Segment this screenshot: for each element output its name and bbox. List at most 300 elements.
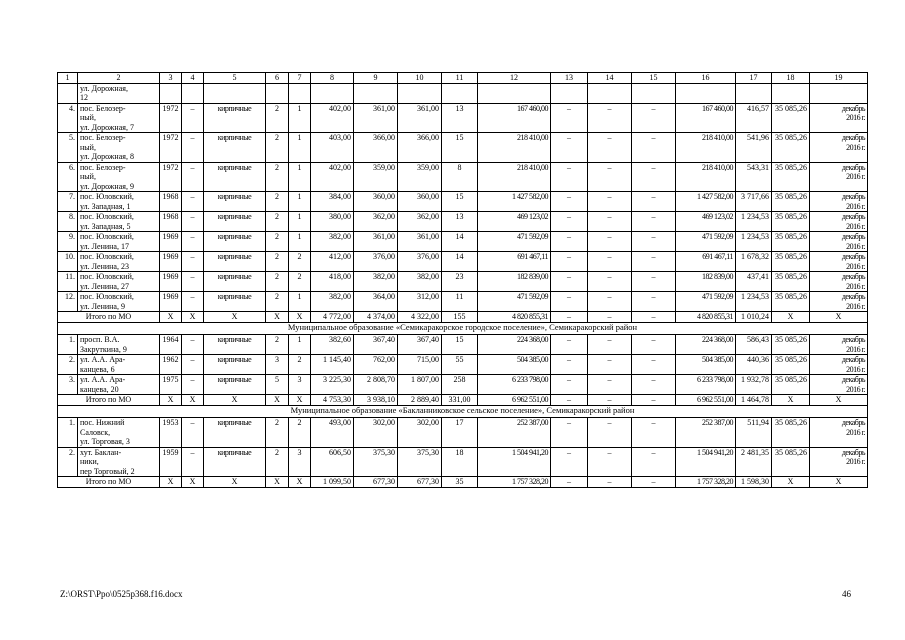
table-cell: 543,31 — [736, 162, 772, 192]
column-number: 12 — [478, 73, 551, 84]
table-cell — [736, 83, 772, 103]
table-cell: – — [632, 355, 676, 375]
address-cell — [78, 375, 160, 395]
cell-line: просп. В.А. — [80, 335, 120, 344]
table-cell: 382,00 — [311, 232, 354, 252]
table-cell: 1969 — [160, 232, 182, 252]
table-cell: – — [632, 272, 676, 292]
table-cell: – — [551, 232, 588, 252]
table-cell — [354, 83, 398, 103]
table-cell: – — [182, 335, 204, 355]
table-cell: X — [204, 477, 266, 488]
table-cell: 224 368,00 — [676, 335, 736, 355]
table-cell: 258 — [442, 375, 478, 395]
total-row — [58, 395, 868, 406]
cell-line: ул. А.А. Ара- — [80, 375, 126, 384]
table-cell: кирпичные — [204, 447, 266, 477]
table-cell: 2 — [266, 103, 289, 133]
table-row — [58, 212, 868, 232]
date-cell — [810, 375, 868, 395]
table-cell: 471 592,09 — [676, 292, 736, 312]
table-cell: 412,00 — [311, 252, 354, 272]
table-cell: 376,00 — [354, 252, 398, 272]
table-cell: 2 481,35 — [736, 447, 772, 477]
table-cell: 366,00 — [398, 133, 442, 163]
table-cell — [289, 83, 311, 103]
table-cell: 362,00 — [398, 212, 442, 232]
date-cell — [810, 418, 868, 448]
cell-line: 2016 г. — [846, 281, 865, 291]
table-cell: 2 — [266, 447, 289, 477]
table-cell: 606,50 — [311, 447, 354, 477]
table-cell: 167 460,00 — [676, 103, 736, 133]
table-cell: 2 — [266, 133, 289, 163]
table-cell: 437,41 — [736, 272, 772, 292]
cell-line: декабрь — [841, 252, 865, 261]
address-cell — [78, 335, 160, 355]
table-cell: – — [551, 312, 588, 323]
cell-line: пер Торговый, 2 — [80, 466, 135, 476]
table-cell: 35 085,26 — [772, 162, 810, 192]
table-cell: 1 757 328,20 — [478, 477, 551, 488]
table-cell: 1 — [289, 133, 311, 163]
table-cell: – — [632, 395, 676, 406]
table-cell: 2 — [289, 355, 311, 375]
cell-line: пос. Юловский, — [80, 292, 134, 301]
table-cell: – — [182, 252, 204, 272]
table-cell: 182 839,00 — [676, 272, 736, 292]
table-cell: – — [551, 355, 588, 375]
cell-line: декабрь — [841, 272, 865, 281]
table-cell: – — [182, 212, 204, 232]
address-cell — [78, 212, 160, 232]
table-cell: 493,00 — [311, 418, 354, 448]
address-cell — [78, 162, 160, 192]
table-cell — [311, 83, 354, 103]
table-cell: 8. — [58, 212, 78, 232]
table-row — [58, 133, 868, 163]
column-number: 13 — [551, 73, 588, 84]
table-cell: – — [632, 447, 676, 477]
date-cell — [810, 103, 868, 133]
section-header-row — [58, 406, 868, 418]
table-cell: – — [632, 418, 676, 448]
table-cell: – — [182, 355, 204, 375]
table-row — [58, 335, 868, 355]
table-cell: 384,00 — [311, 192, 354, 212]
cell-line: пос. Юловский, — [80, 212, 134, 221]
table-cell: 1 932,78 — [736, 375, 772, 395]
table-cell: – — [588, 335, 632, 355]
table-cell: – — [551, 375, 588, 395]
table-cell: 3 225,30 — [311, 375, 354, 395]
table-cell: – — [588, 292, 632, 312]
table-cell: – — [588, 252, 632, 272]
table-cell: 2 — [266, 192, 289, 212]
table-row — [58, 192, 868, 212]
cell-line: 2016 г. — [846, 344, 865, 354]
table-cell: 15 — [442, 192, 478, 212]
table-cell: 3 — [266, 355, 289, 375]
table-cell — [58, 83, 78, 103]
table-cell: 312,00 — [398, 292, 442, 312]
table-row — [58, 232, 868, 252]
table-cell: – — [182, 162, 204, 192]
table-cell: 23 — [442, 272, 478, 292]
date-cell — [810, 192, 868, 212]
cell-line: Закруткина, 9 — [80, 344, 127, 354]
table-cell: – — [588, 418, 632, 448]
table-cell: 1962 — [160, 355, 182, 375]
date-cell — [810, 133, 868, 163]
table-cell: – — [182, 133, 204, 163]
table-cell: – — [182, 232, 204, 252]
table-cell: X — [772, 395, 810, 406]
cell-line: 2016 г. — [846, 172, 865, 181]
table-cell: 715,00 — [398, 355, 442, 375]
table-cell: – — [588, 272, 632, 292]
table-cell: 35 085,26 — [772, 335, 810, 355]
table-cell — [676, 83, 736, 103]
table-cell — [632, 83, 676, 103]
cell-line: 2016 г. — [846, 201, 865, 211]
table-cell: X — [289, 395, 311, 406]
table-cell: 224 368,00 — [478, 335, 551, 355]
column-number: 4 — [182, 73, 204, 84]
table-cell: 218 410,00 — [478, 162, 551, 192]
date-cell — [810, 335, 868, 355]
table-cell: – — [632, 477, 676, 488]
column-number: 6 — [266, 73, 289, 84]
table-cell: – — [182, 272, 204, 292]
table-cell: 6 962 551,00 — [676, 395, 736, 406]
table-cell: 5. — [58, 133, 78, 163]
cell-line: ул. Западная, 5 — [80, 221, 131, 231]
cell-line: 2016 г. — [846, 457, 865, 466]
table-cell: 367,40 — [398, 335, 442, 355]
address-cell — [78, 355, 160, 375]
table-cell: 359,00 — [398, 162, 442, 192]
table-cell: 361,00 — [398, 103, 442, 133]
table-cell: X — [772, 477, 810, 488]
table-cell: 6 962 551,00 — [478, 395, 551, 406]
table-cell: 3 — [289, 375, 311, 395]
table-cell: кирпичные — [204, 133, 266, 163]
table-cell: – — [551, 162, 588, 192]
table-cell: 366,00 — [354, 133, 398, 163]
table-cell: 1959 — [160, 447, 182, 477]
table-cell: 331,00 — [442, 395, 478, 406]
table-cell: 471 592,09 — [676, 232, 736, 252]
table-cell: 1 678,32 — [736, 252, 772, 272]
cell-line: канцева, 6 — [80, 364, 115, 374]
table-cell: 403,00 — [311, 133, 354, 163]
table-cell: 360,00 — [354, 192, 398, 212]
table-cell: 2 — [266, 335, 289, 355]
table-cell: 586,43 — [736, 335, 772, 355]
table-cell — [204, 83, 266, 103]
cell-line: 2016 г. — [846, 364, 865, 374]
cell-line: Саловск, — [80, 427, 111, 437]
total-label: Итого по МО — [58, 395, 160, 406]
table-cell: X — [182, 395, 204, 406]
table-cell: 362,00 — [354, 212, 398, 232]
table-cell: 5 — [266, 375, 289, 395]
table-cell: – — [182, 375, 204, 395]
table-cell: 677,30 — [398, 477, 442, 488]
cell-line: пос. Белозер- — [80, 103, 126, 113]
table-cell: 1 — [289, 212, 311, 232]
footer-file-path: Z:\ORST\Ppo\0525p368.f16.docx — [60, 589, 183, 599]
table-cell: 1 464,78 — [736, 395, 772, 406]
table-cell: 1 — [289, 162, 311, 192]
date-cell — [810, 355, 868, 375]
table-cell: 1969 — [160, 272, 182, 292]
table-cell: 361,00 — [354, 103, 398, 133]
table-cell: – — [182, 192, 204, 212]
column-number: 8 — [311, 73, 354, 84]
table-cell: 155 — [442, 312, 478, 323]
table-cell: 1 807,00 — [398, 375, 442, 395]
cell-line: ный, — [80, 172, 96, 181]
table-cell: 35 085,26 — [772, 133, 810, 163]
total-label: Итого по МО — [58, 312, 160, 323]
table-cell: 13 — [442, 212, 478, 232]
table-cell: 469 123,02 — [478, 212, 551, 232]
cell-line: ники, — [80, 457, 99, 466]
table-cell: – — [182, 418, 204, 448]
table-cell: – — [632, 375, 676, 395]
cell-line: пос. Юловский, — [80, 272, 134, 281]
table-cell: – — [632, 232, 676, 252]
table-cell: 504 385,00 — [676, 355, 736, 375]
table-cell: 2 — [266, 418, 289, 448]
cell-line: ный, — [80, 142, 96, 152]
table-cell: 1 598,30 — [736, 477, 772, 488]
table-cell: 6 233 798,00 — [478, 375, 551, 395]
table-cell: 691 467,11 — [478, 252, 551, 272]
table-cell: 2 — [266, 272, 289, 292]
cell-line: ул. А.А. Ара- — [80, 355, 126, 364]
cell-line: ул. Дорожная, 8 — [80, 152, 134, 161]
table-cell: – — [588, 192, 632, 212]
table-cell: 1. — [58, 418, 78, 448]
table-cell: 35 085,26 — [772, 418, 810, 448]
cell-line: 2016 г. — [846, 221, 865, 231]
table-cell: 1 234,53 — [736, 232, 772, 252]
table-cell: – — [588, 375, 632, 395]
table-cell: 35 085,26 — [772, 232, 810, 252]
column-number: 5 — [204, 73, 266, 84]
address-cell — [78, 418, 160, 448]
table-cell: 361,00 — [398, 232, 442, 252]
table-cell: – — [551, 447, 588, 477]
column-number: 16 — [676, 73, 736, 84]
cell-line: ул. Торговая, 3 — [80, 437, 130, 446]
table-cell: 218 410,00 — [676, 162, 736, 192]
table-cell: – — [632, 335, 676, 355]
table-cell: 15 — [442, 335, 478, 355]
table-cell: – — [588, 447, 632, 477]
table-cell: X — [204, 312, 266, 323]
table-cell: 35 085,26 — [772, 272, 810, 292]
table-cell: 360,00 — [398, 192, 442, 212]
table-cell: 3. — [58, 375, 78, 395]
table-cell: X — [810, 312, 868, 323]
table-cell: 4 820 855,31 — [676, 312, 736, 323]
table-cell: X — [266, 312, 289, 323]
date-cell — [810, 292, 868, 312]
table-cell: 382,00 — [311, 292, 354, 312]
table-cell: 15 — [442, 133, 478, 163]
table-cell: X — [160, 395, 182, 406]
cell-line: пос. Юловский, — [80, 192, 134, 201]
table-cell: – — [551, 418, 588, 448]
table-cell: 6. — [58, 162, 78, 192]
section-title: Муниципальное образование «Семикаракорское городское поселение», Семикаракорский район — [58, 323, 868, 335]
cell-line: декабрь — [841, 212, 865, 221]
table-cell — [810, 83, 868, 103]
table-cell: – — [588, 162, 632, 192]
table-cell: 762,00 — [354, 355, 398, 375]
table-cell: – — [632, 252, 676, 272]
cell-line: ул. Ленина, 9 — [80, 301, 125, 311]
table-cell: 1 427 582,00 — [676, 192, 736, 212]
table-cell: 376,00 — [398, 252, 442, 272]
table-cell: 416,57 — [736, 103, 772, 133]
table-cell — [182, 83, 204, 103]
table-cell: 469 123,02 — [676, 212, 736, 232]
table-cell: 1 504 941,20 — [478, 447, 551, 477]
table-cell: 7. — [58, 192, 78, 212]
table-cell: 2 — [266, 232, 289, 252]
table-cell: X — [266, 477, 289, 488]
table-cell: X — [182, 312, 204, 323]
cell-line: ул. Ленина, 23 — [80, 261, 129, 271]
table-cell: X — [182, 477, 204, 488]
table-cell: 382,00 — [354, 272, 398, 292]
table-cell: – — [551, 292, 588, 312]
column-number: 2 — [78, 73, 160, 84]
table-cell: – — [632, 162, 676, 192]
table-cell: 1969 — [160, 292, 182, 312]
table-cell: 1. — [58, 335, 78, 355]
table-row — [58, 83, 868, 103]
table-cell: 2 — [289, 252, 311, 272]
cell-line: канцева, 20 — [80, 384, 119, 394]
cell-line: 12 — [80, 93, 88, 102]
table-cell: 10. — [58, 252, 78, 272]
table-cell: кирпичные — [204, 162, 266, 192]
address-cell — [78, 133, 160, 163]
table-cell: 1 234,53 — [736, 212, 772, 232]
total-row — [58, 477, 868, 488]
column-number: 17 — [736, 73, 772, 84]
table-cell: – — [588, 355, 632, 375]
table-cell: 367,40 — [354, 335, 398, 355]
table-cell: – — [588, 212, 632, 232]
table-cell: 1 427 582,00 — [478, 192, 551, 212]
table-cell: кирпичные — [204, 375, 266, 395]
cell-line: ул. Дорожная, 7 — [80, 122, 134, 132]
table-cell: 14 — [442, 252, 478, 272]
column-number: 15 — [632, 73, 676, 84]
table-cell: – — [632, 312, 676, 323]
table-cell: 382,00 — [398, 272, 442, 292]
cell-line: декабрь — [841, 162, 865, 172]
cell-line: ул. Дорожная, 9 — [80, 181, 134, 191]
address-cell — [78, 272, 160, 292]
cell-line: декабрь — [841, 375, 865, 384]
table-cell: 1972 — [160, 162, 182, 192]
table-cell: 471 592,09 — [478, 292, 551, 312]
table-cell: 1972 — [160, 103, 182, 133]
table-row — [58, 252, 868, 272]
table-cell: 302,00 — [354, 418, 398, 448]
cell-line: пос. Белозер- — [80, 133, 126, 142]
table-cell: X — [810, 395, 868, 406]
date-cell — [810, 272, 868, 292]
table-cell: 1 504 941,20 — [676, 447, 736, 477]
table-cell: 364,00 — [354, 292, 398, 312]
table-cell — [588, 83, 632, 103]
table-cell: X — [772, 312, 810, 323]
table-cell: 167 460,00 — [478, 103, 551, 133]
table-cell: кирпичные — [204, 292, 266, 312]
column-number: 19 — [810, 73, 868, 84]
cell-line: 2016 г. — [846, 261, 865, 271]
cell-line: декабрь — [841, 103, 865, 113]
table-cell: 402,00 — [311, 103, 354, 133]
table-cell: 17 — [442, 418, 478, 448]
table-cell: 218 410,00 — [478, 133, 551, 163]
column-number: 18 — [772, 73, 810, 84]
table-cell: 361,00 — [354, 232, 398, 252]
table-cell: 2 — [266, 212, 289, 232]
table-cell: кирпичные — [204, 103, 266, 133]
table-cell — [442, 83, 478, 103]
date-cell — [810, 252, 868, 272]
table-cell: – — [632, 212, 676, 232]
table-cell: 382,60 — [311, 335, 354, 355]
table-cell: 1969 — [160, 252, 182, 272]
cell-line: 2016 г. — [846, 301, 865, 311]
section-header-row — [58, 323, 868, 335]
table-cell: кирпичные — [204, 192, 266, 212]
table-cell: – — [588, 232, 632, 252]
table-cell: – — [551, 395, 588, 406]
address-cell — [78, 103, 160, 133]
table-cell: – — [588, 312, 632, 323]
table-cell: 2. — [58, 447, 78, 477]
table-cell: – — [551, 272, 588, 292]
table-row — [58, 272, 868, 292]
table-cell: 18 — [442, 447, 478, 477]
table-row — [58, 447, 868, 477]
total-row — [58, 312, 868, 323]
table-cell: 55 — [442, 355, 478, 375]
table-cell: 1968 — [160, 192, 182, 212]
table-cell: X — [204, 395, 266, 406]
table-cell: – — [551, 477, 588, 488]
table-cell: 677,30 — [354, 477, 398, 488]
table-cell: 4 753,30 — [311, 395, 354, 406]
cell-line: 2016 г. — [846, 142, 865, 152]
table-cell: 8 — [442, 162, 478, 192]
cell-line: пос. Белозер- — [80, 162, 126, 172]
table-cell: – — [551, 192, 588, 212]
table-cell: 252 387,00 — [676, 418, 736, 448]
